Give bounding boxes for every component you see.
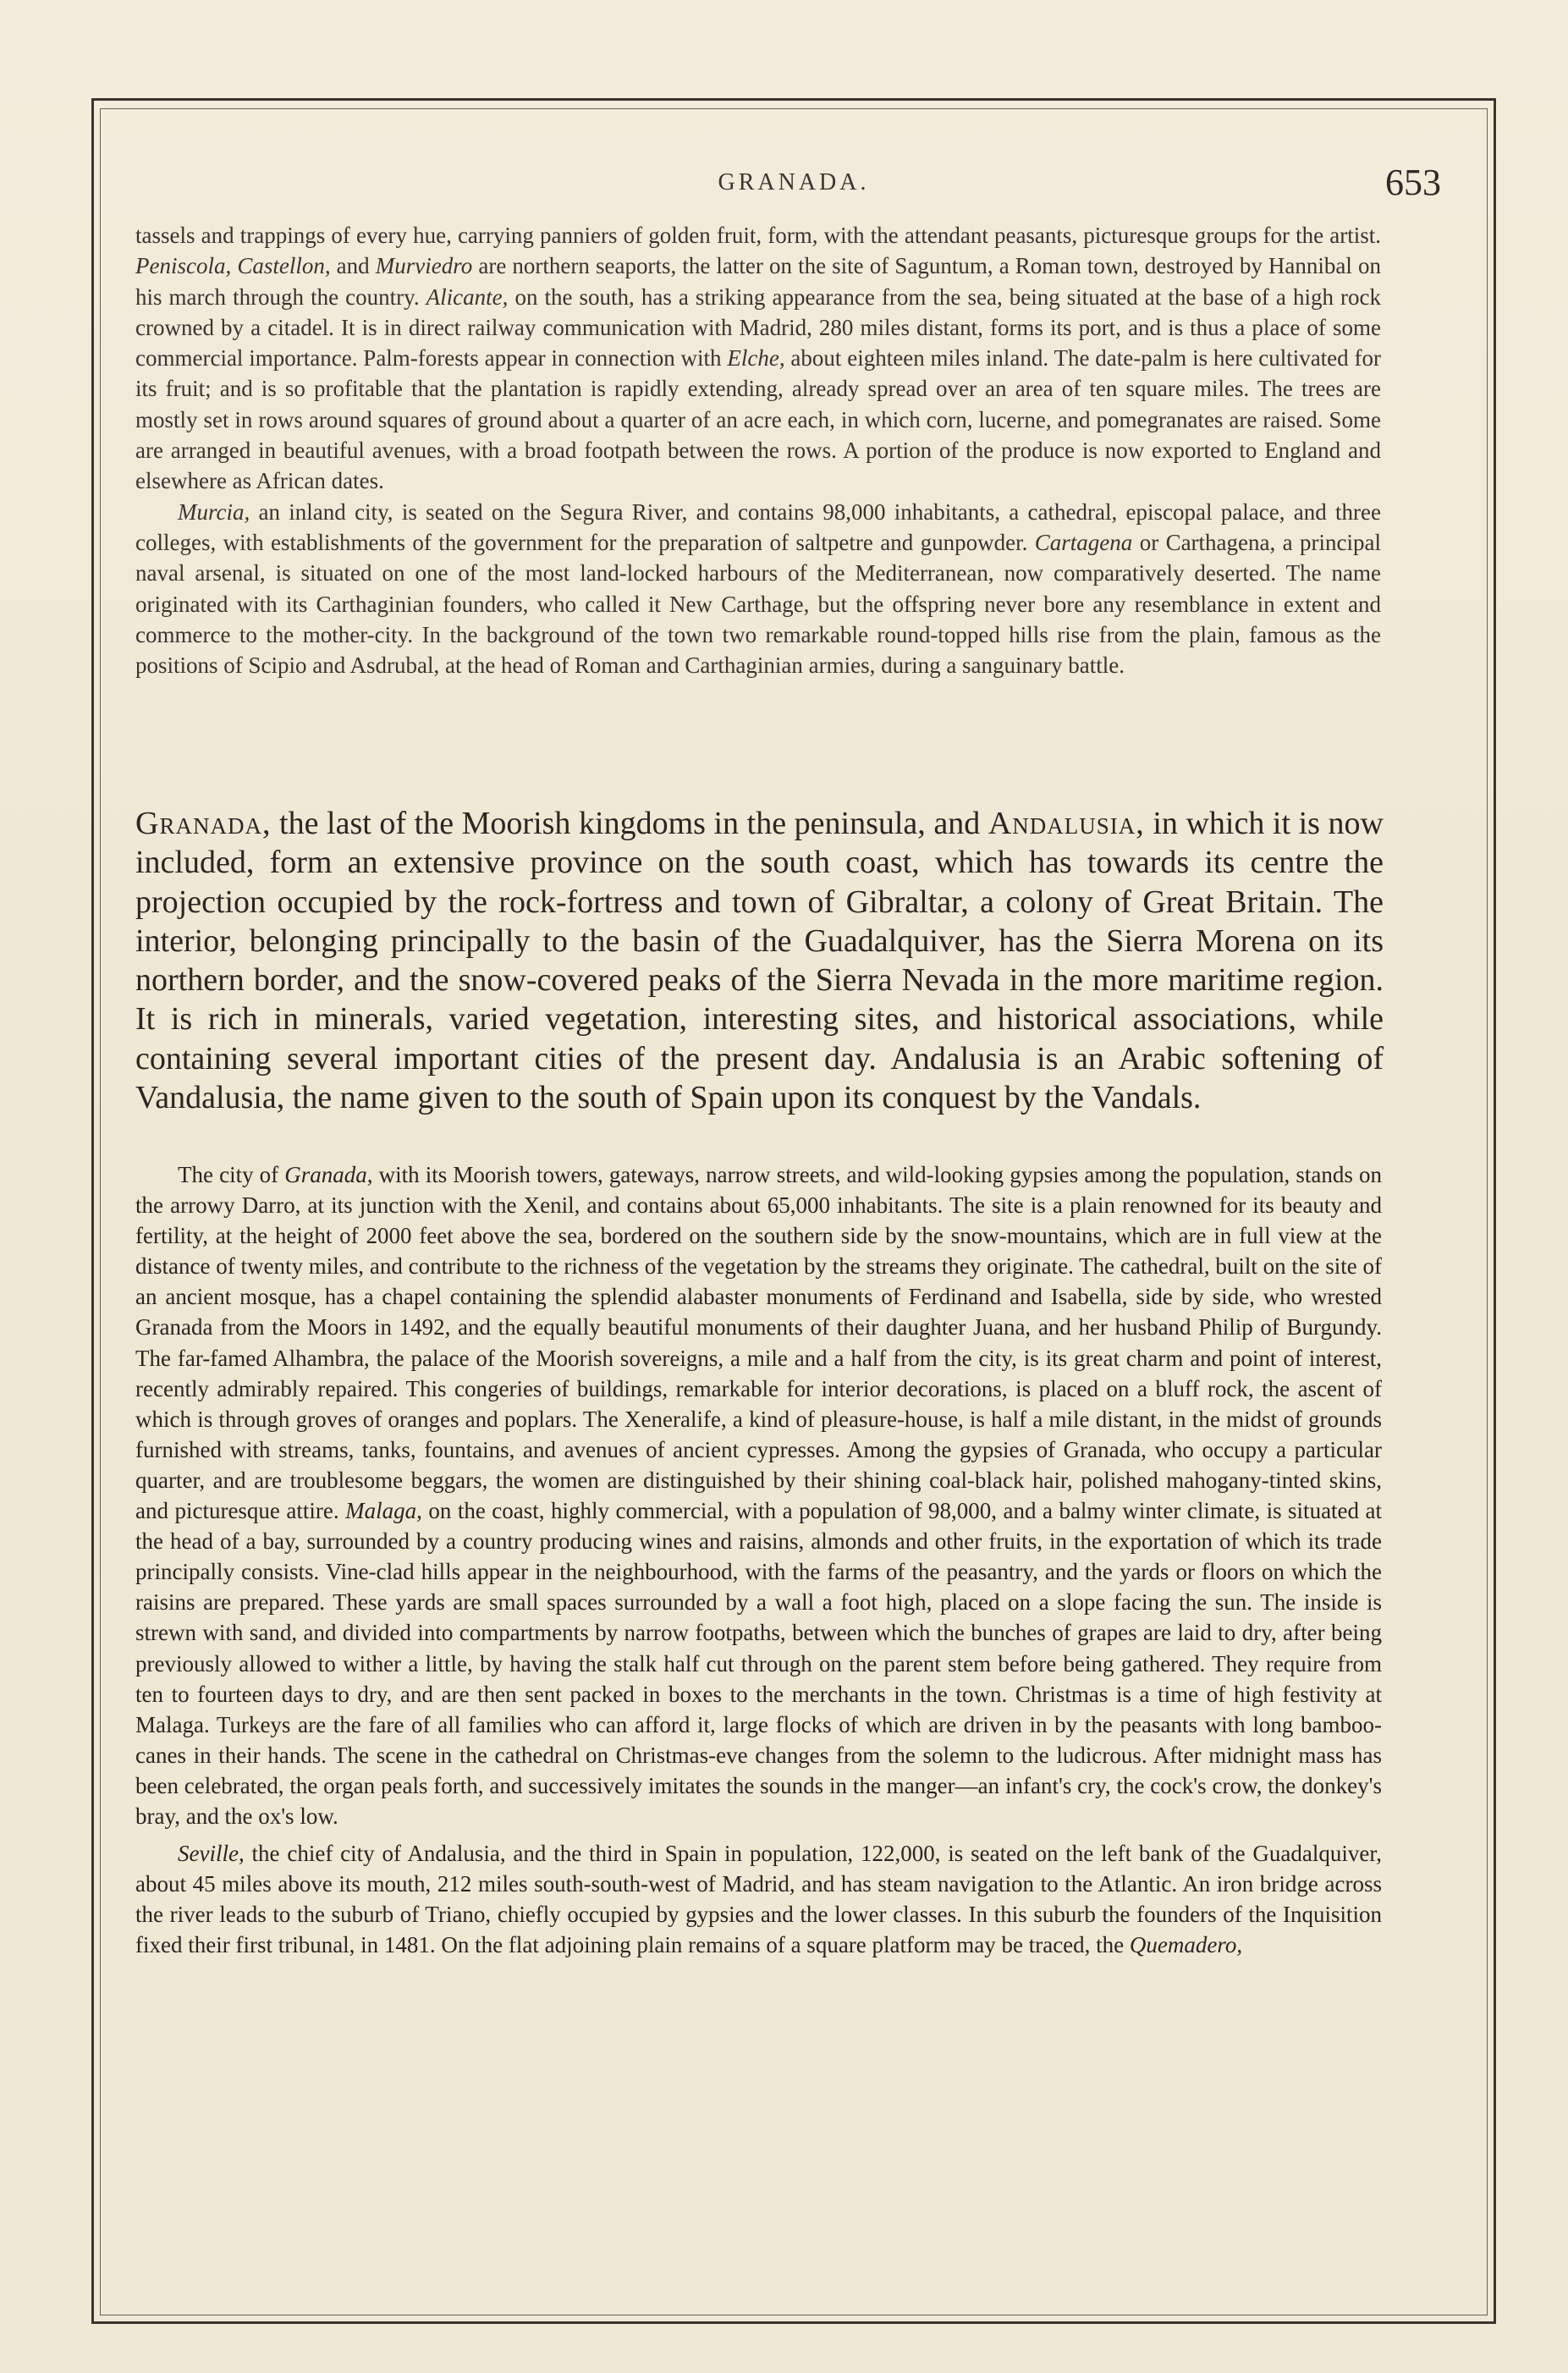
paragraph-murcia: Murcia, an inland city, is seated on the Segura River, and contains 98,000 inhabitants, a cathedral, episcopal palace, and three colleges, with establishments of the government for the preparation of saltpetre and gunpowder. Cartagena or Carthagena, a principal naval arsenal, is situated on one of the most land-locked harbours of the Mediterranean, now comparatively deserted. The name originated with its Carthaginian founders, who called it New Carthage, but the offspring never bore any resemblance in extent and commerce to the mother-city. In the background of the town two remarkable round-topped hills rise from the plain, famous as the positions of Scipio and Asdrubal, at the head of Roman and Carthaginian armies, during a sanguinary battle. [135,498,1381,679]
place-name: Peniscola, Castellon, [135,253,331,279]
place-name: Alicante, [426,284,509,310]
page-number: 653 [1385,162,1441,203]
section-heading-granada: Granada, [135,806,272,841]
place-name: Murviedro [375,253,473,279]
place-name: Malaga, [345,1498,422,1524]
place-name: Granada, [284,1162,373,1187]
paragraph-valencia-alicante: tassels and trappings of every hue, carrying panniers of golden fruit, form, with the attendant peasants, picturesque groups for the artist. Peniscola, Castellon, and Murviedro are northern seaports, the latter on the site of Saguntum, a Roman town, destroyed by Hannibal on his march through the country. Alicante, on the south, has a striking appearance from the sea, being situated at the base of a high rock crowned by a citadel. It is in direct railway communication with Madrid, 280 miles distant, forms its port, and is thus a place of some commercial importance. Palm-forests appear in connection with Elche, about eighteen miles inland. The date-palm is here cultivated for its fruit; and is so profitable that the plantation is rapidly extending, already spread over an area of ten square miles. The trees are mostly set in rows around squares of ground about a quarter of an acre each, in which corn, lucerne, and pomegranates are raised. Some are arranged in beautiful avenues, with a broad footpath between the rows. A portion of the produce is now exported to England and elsewhere as African dates. [135,223,1381,494]
place-name: Quemadero, [1129,1932,1243,1958]
page-header [100,162,1488,210]
body-print-section [135,1159,1382,1960]
section-heading-andalusia: Andalusia, [988,806,1145,841]
place-name: Elche, [727,345,785,372]
paragraph-granada-andalusia: Granada, the last of the Moorish kingdoms in the peninsula, and Andalusia, in which it is now included, form an extensive province on the south coast, which has towards its centre the projection occupied by the rock-fortress and town of Gibraltar, a colony of Great Britain. The interior, belonging principally to the basin of the Guadalquiver, has the Sierra Morena on its northern border, and the snow-covered peaks of the Sierra Nevada in the more maritime region. It is rich in minerals, varied vegetation, interesting sites, and historical associations, while containing several important cities of the present day. Andalusia is an Arabic softening of Vandalusia, the name given to the south of Spain upon its conquest by the Vandals. [135,806,1384,1116]
large-print-section [135,804,1384,1117]
running-title: GRANADA. [718,169,870,195]
small-print-section [135,220,1381,680]
place-name: Seville, [178,1841,245,1867]
place-name: Cartagena [1034,529,1133,555]
place-name: Murcia, [178,498,250,525]
paragraph-seville: Seville, the chief city of Andalusia, and the third in Spain in population, 122,000, is seated on the left bank of the Guadalquiver, about 45 miles above its mouth, 212 miles south-south-west of Madrid, and has steam navigation to the Atlantic. An iron bridge across the river leads to the suburb of Triano, chiefly occupied by gypsies and the lower classes. In this suburb the founders of the Inquisition fixed their first tribunal, in 1481. On the flat adjoining plain remains of a square platform may be traced, the Quemadero, [135,1841,1382,1958]
paragraph-granada-malaga: The city of Granada, with its Moorish towers, gateways, narrow streets, and wild-looking gypsies among the population, stands on the arrowy Darro, at its junction with the Xenil, and contains about 65,000 inhabitants. The site is a plain renowned for its beauty and fertility, at the height of 2000 feet above the sea, bordered on the southern side by the snow-mountains, which are in full view at the distance of twenty miles, and contribute to the richness of the vegetation by the streams they originate. The cathedral, built on the site of an ancient mosque, has a chapel containing the splendid alabaster monuments of Ferdinand and Isabella, side by side, who wrested Granada from the Moors in 1492, and the equally beautiful monuments of their daughter Juana, and her husband Philip of Burgundy. The far-famed Alhambra, the palace of the Moorish sovereigns, a mile and a half from the city, is its great charm and point of interest, recently admirably repaired. This congeries of buildings, remarkable for interior decorations, is placed on a bluff rock, the ascent of which is through groves of oranges and poplars. The Xeneralife, a kind of pleasure-house, is half a mile distant, in the midst of grounds furnished with streams, tanks, fountains, and avenues of ancient cypresses. Among the gypsies of Granada, who occupy a particular quarter, and are troublesome beggars, the women are distinguished by their shining coal-black hair, polished mahogany-tinted skins, and picturesque attire. Malaga, on the coast, highly commercial, with a population of 98,000, and a balmy winter climate, is situated at the head of a bay, surrounded by a country producing wines and raisins, almonds and other fruits, in the exportation of which its trade principally consists. Vine-clad hills appear in the neighbourhood, with the farms of the peasantry, and the yards or floors on which the raisins are prepared. These yards are small spaces surrounded by a wall a foot high, placed on a slope facing the sun. The inside is strewn with sand, and divided into compartments by narrow footpaths, between which the bunches of grapes are laid to dry, after being previously allowed to wither a little, by having the stalk half cut through on the parent stem before being gathered. They require from ten to fourteen days to dry, and are then sent packed in boxes to the merchants in the town. Christmas is a time of high festivity at Malaga. Turkeys are the fare of all families who can afford it, large flocks of which are driven in by the peasants with long bamboo-canes in their hands. The scene in the cathedral on Christmas-eve changes from the solemn to the ludicrous. After midnight mass has been celebrated, the organ peals forth, and successively imitates the sounds in the manger—an infant's cry, the cock's crow, the donkey's bray, and the ox's low. [135,1162,1382,1829]
